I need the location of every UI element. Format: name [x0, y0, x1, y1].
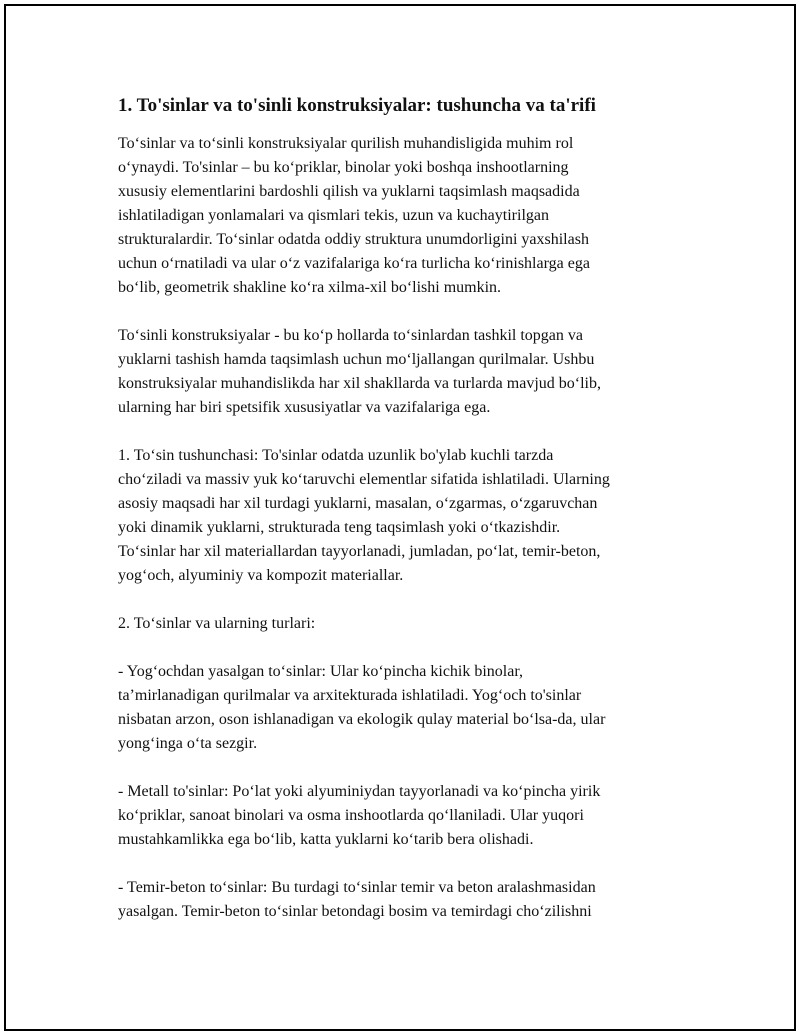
section-heading: 1. To'sinlar va to'sinli konstruksiyalar: tushuncha va ta'rifi: [118, 95, 596, 116]
paragraph-beam-types-title: [118, 612, 684, 636]
text-line: yuklarni tashish hamda taqsimlash uchun mo‘ljallangan qurilmalar. Ushbu: [118, 351, 595, 368]
text-line: - Temir-beton to‘sinlar: Bu turdagi to‘sinlar temir va beton aralashmasidan: [118, 879, 596, 896]
text-line: bo‘lib, geometrik shakline ko‘ra xilma-xil bo‘lishi mumkin.: [118, 279, 502, 296]
paragraph-metal-beams: [118, 780, 684, 852]
paragraph-constructions: [118, 324, 684, 420]
text-line: yog‘och, alyuminiy va kompozit materiallar.: [118, 567, 404, 584]
text-line: asosiy maqsadi har xil turdagi yuklarni, masalan, o‘zgarmas, o‘zgaruvchan: [118, 495, 598, 512]
document-body: [118, 94, 684, 948]
text-line: - Yog‘ochdan yasalgan to‘sinlar: Ular ko‘pincha kichik binolar,: [118, 663, 524, 680]
text-line: 2. To‘sinlar va ularning turlari:: [118, 615, 316, 632]
text-line: konstruksiyalar muhandislikda har xil shakllarda va turlarda mavjud bo‘lib,: [118, 375, 601, 392]
paragraph-wooden-beams: [118, 660, 684, 756]
paragraph-intro: [118, 132, 684, 300]
text-line: uchun o‘rnatiladi va ular o‘z vazifalariga ko‘ra turlicha ko‘rinishlarga ega: [118, 255, 590, 272]
text-line: mustahkamlikka ega bo‘lib, katta yuklarni ko‘tarib bera olishadi.: [118, 831, 534, 848]
text-line: yasalgan. Temir-beton to‘sinlar betondagi bosim va temirdagi cho‘zilishni: [118, 903, 592, 920]
paragraph-beam-concept: [118, 444, 684, 588]
text-line: ko‘priklar, sanoat binolari va osma inshootlarda qo‘llaniladi. Ular yuqori: [118, 807, 584, 824]
text-line: To‘sinlar va to‘sinli konstruksiyalar qurilish muhandisligida muhim rol: [118, 135, 574, 152]
text-line: o‘ynaydi. To'sinlar – bu ko‘priklar, binolar yoki boshqa inshootlarning: [118, 159, 569, 176]
text-line: yoki dinamik yuklarni, strukturada teng taqsimlash yoki o‘tkazishdir.: [118, 519, 561, 536]
text-line: nisbatan arzon, oson ishlanadigan va ekologik qulay material bo‘lsa-da, ular: [118, 711, 606, 728]
text-line: xususiy elementlarini bardoshli qilish va yuklarni taqsimlash maqsadida: [118, 183, 580, 200]
text-line: yong‘inga o‘ta sezgir.: [118, 735, 258, 752]
text-line: ularning har biri spetsifik xususiyatlar va vazifalariga ega.: [118, 399, 491, 416]
text-line: - Metall to'sinlar: Po‘lat yoki alyuminiydan tayyorlanadi va ko‘pincha yirik: [118, 783, 601, 800]
text-line: strukturalardir. To‘sinlar odatda oddiy struktura unumdorligini yaxshilash: [118, 231, 589, 248]
text-line: To‘sinli konstruksiyalar - bu ko‘p hollarda to‘sinlardan tashkil topgan va: [118, 327, 584, 344]
paragraph-reinforced-concrete-beams: [118, 876, 684, 924]
text-line: 1. To‘sin tushunchasi: To'sinlar odatda uzunlik bo'ylab kuchli tarzda: [118, 447, 554, 464]
text-line: To‘sinlar har xil materiallardan tayyorlanadi, jumladan, po‘lat, temir-beton,: [118, 543, 601, 560]
text-line: ta’mirlanadigan qurilmalar va arxitekturada ishlatiladi. Yog‘och to'sinlar: [118, 687, 582, 704]
text-line: ishlatiladigan yonlamalari va qismlari tekis, uzun va kuchaytirilgan: [118, 207, 549, 224]
text-line: cho‘ziladi va massiv yuk ko‘taruvchi elementlar sifatida ishlatiladi. Ularning: [118, 471, 610, 488]
